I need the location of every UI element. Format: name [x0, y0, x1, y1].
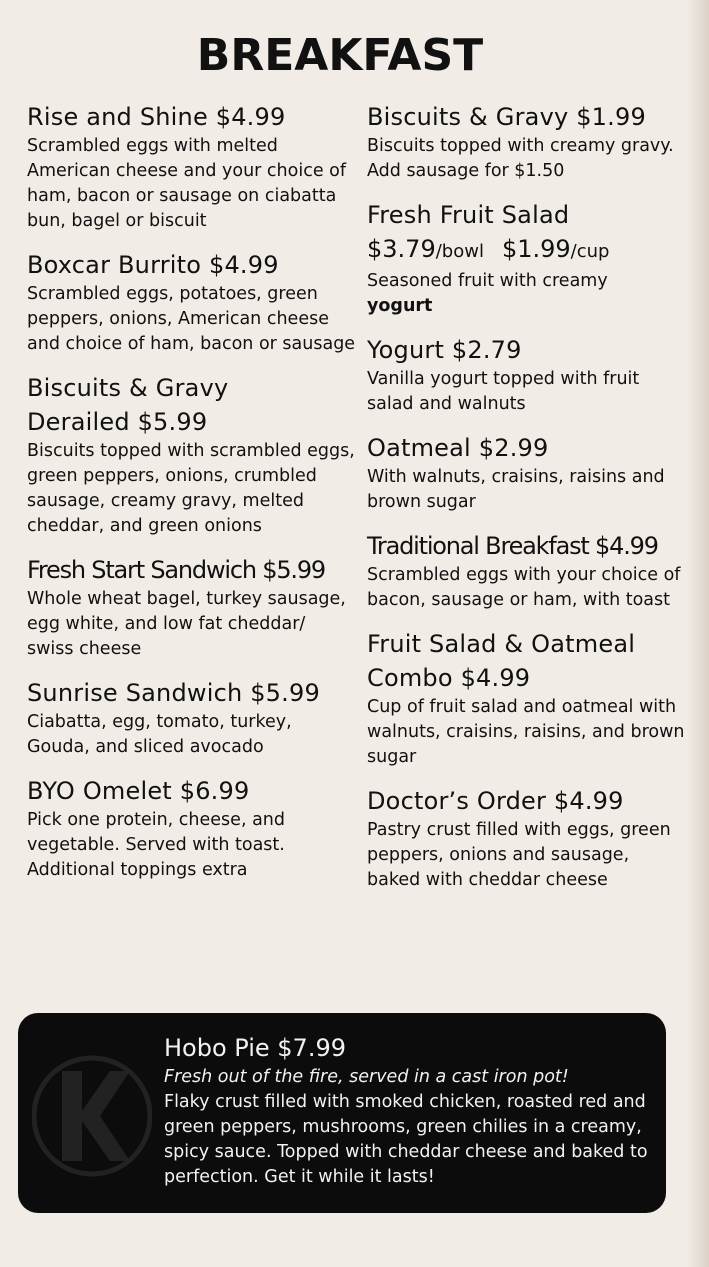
menu-item — [27, 774, 357, 883]
menu-item-description: Scrambled eggs with your choice of bacon, sausage or ham, with toast — [367, 565, 681, 610]
menu-item-description: Pick one protein, cheese, and vegetable. Served with toast. Additional toppings extra — [27, 810, 285, 880]
menu-item-name: Sunrise Sandwich $5.99 — [27, 679, 320, 707]
menu-item-name: BYO Omelet $6.99 — [27, 777, 250, 805]
page-title: BREAKFAST — [196, 30, 484, 81]
menu-item-name: Yogurt $2.79 — [367, 336, 522, 364]
menu-item — [367, 100, 687, 184]
menu-item-name: Traditional Breakfast $4.99 — [367, 532, 658, 560]
featured-item-description: Flaky crust filled with smoked chicken, roasted red and green peppers, mushrooms, green chilies in a creamy, spicy sauce. Topped with cheddar cheese and baked to perfection. Get it while it lasts! — [164, 1092, 648, 1187]
menu-item-name: Oatmeal $2.99 — [367, 434, 549, 462]
menu-item-description: Ciabatta, egg, tomato, turkey, Gouda, and sliced avocado — [27, 712, 292, 757]
price-bowl: $3.79 — [367, 235, 436, 263]
price-cup: $1.99 — [501, 235, 571, 263]
featured-item — [164, 1031, 664, 1190]
menu-item-name: Fruit Salad & Oatmeal Combo $4.99 — [367, 630, 636, 692]
logo-watermark-icon — [32, 1031, 152, 1201]
menu-item-description: Whole wheat bagel, turkey sausage, egg white, and low fat cheddar/ swiss cheese — [27, 589, 346, 659]
price-bowl-unit: /bowl — [435, 241, 484, 262]
menu-item — [367, 627, 687, 770]
menu-item-description: Vanilla yogurt topped with fruit salad and walnuts — [367, 369, 640, 414]
menu-item — [27, 248, 357, 357]
menu-item-description: Cup of fruit salad and oatmeal with walnuts, craisins, raisins, and brown sugar — [367, 697, 685, 767]
featured-item-name: Hobo Pie $7.99 — [164, 1034, 346, 1062]
menu-item-description-text: Seasoned fruit with creamy — [367, 271, 608, 291]
menu-column-right — [367, 100, 687, 907]
menu-item-description — [367, 269, 687, 319]
featured-item-box — [18, 1013, 666, 1213]
page-edge-shadow — [687, 0, 709, 1267]
menu-item — [27, 676, 357, 760]
menu-item — [367, 529, 687, 613]
menu-item-description-bold: yogurt — [367, 296, 433, 316]
menu-item — [367, 431, 687, 515]
menu-item-description: Biscuits topped with scrambled eggs, green peppers, onions, crumbled sausage, creamy gravy, melted cheddar, and green onions — [27, 441, 355, 536]
menu-item — [27, 553, 357, 662]
menu-item-name: Doctor’s Order $4.99 — [367, 787, 624, 815]
menu-item-description: Biscuits topped with creamy gravy. Add sausage for $1.50 — [367, 136, 674, 181]
menu-item — [27, 371, 357, 539]
menu-item — [367, 198, 687, 319]
menu-item-name: Fresh Fruit Salad — [367, 201, 570, 229]
menu-item — [27, 100, 357, 234]
menu-item-prices — [367, 232, 687, 269]
menu-item-description: Scrambled eggs with melted American cheese and your choice of ham, bacon or sausage on ciabatta bun, bagel or biscuit — [27, 136, 347, 231]
menu-item-description: Scrambled eggs, potatoes, green peppers, onions, American cheese and choice of ham, bacon or sausage — [27, 284, 356, 354]
menu-item-name: Fresh Start Sandwich $5.99 — [27, 556, 325, 584]
featured-item-tagline: Fresh out of the fire, served in a cast iron pot! — [164, 1067, 569, 1087]
menu-item-name: Rise and Shine $4.99 — [27, 103, 286, 131]
menu-item-name: Boxcar Burrito $4.99 — [27, 251, 279, 279]
menu-item — [367, 333, 687, 417]
menu-item-name: Biscuits & Gravy Derailed $5.99 — [27, 374, 229, 436]
price-cup-unit: /cup — [570, 241, 610, 262]
menu-item-description: With walnuts, craisins, raisins and brown sugar — [367, 467, 665, 512]
menu-item — [367, 784, 687, 893]
menu-item-name: Biscuits & Gravy $1.99 — [367, 103, 646, 131]
menu-item-description: Pastry crust filled with eggs, green peppers, onions and sausage, baked with cheddar cheese — [367, 820, 671, 890]
menu-column-left — [27, 100, 357, 897]
